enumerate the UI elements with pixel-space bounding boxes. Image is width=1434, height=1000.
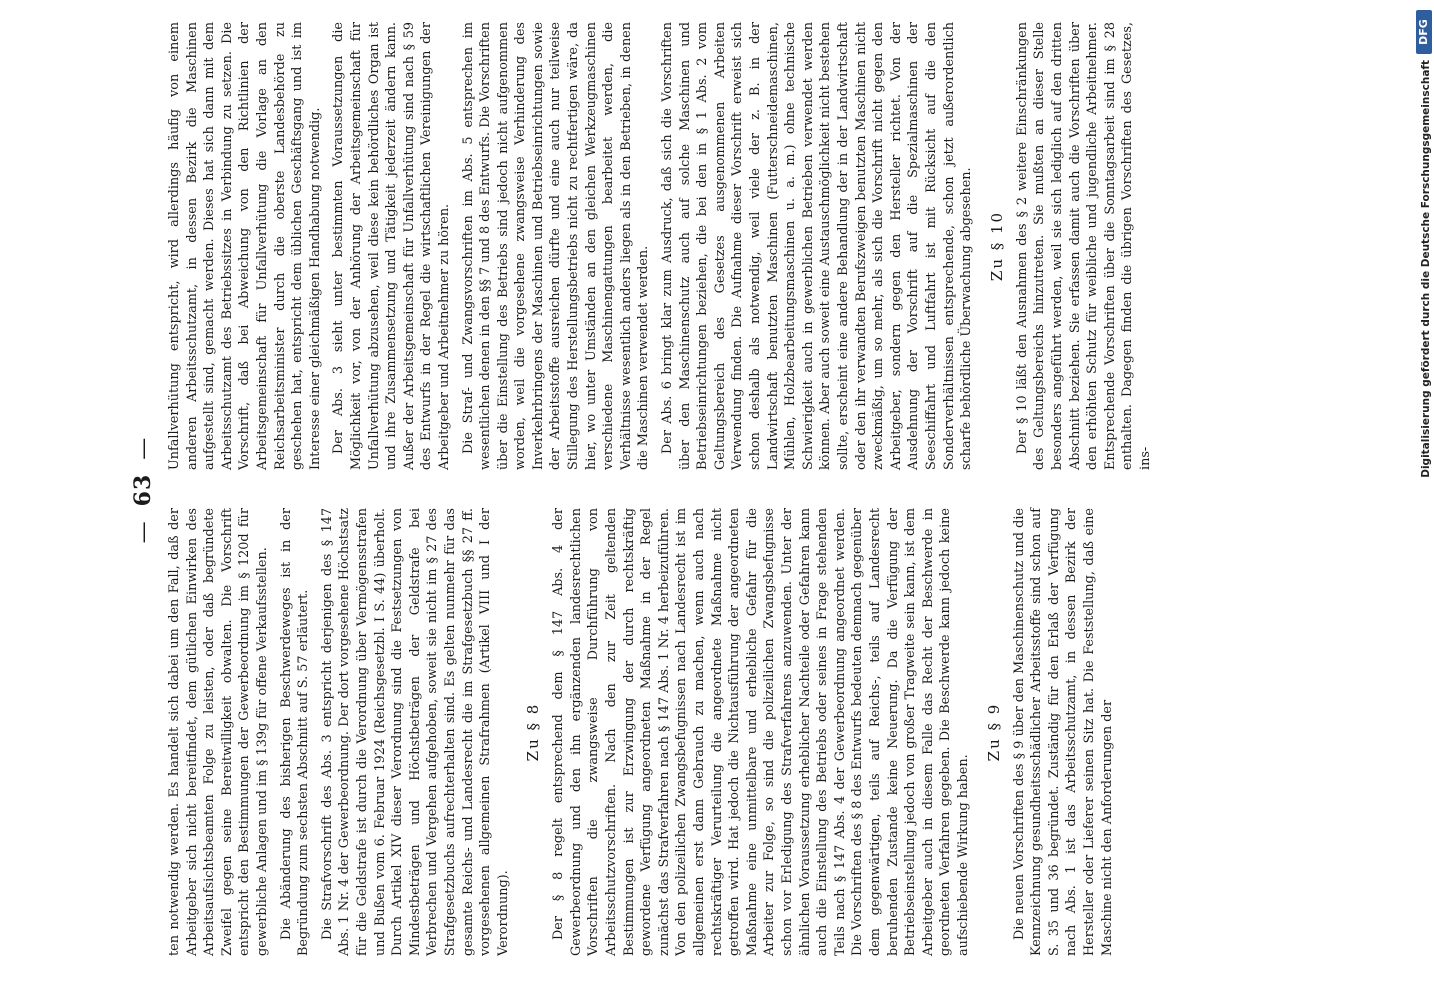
section-heading: Zu § 8 [524, 702, 543, 762]
section-heading: Zu § 9 [984, 702, 1003, 762]
section-heading: Zu § 10 [987, 210, 1006, 282]
page-number: 63 [130, 473, 156, 507]
page-number-line [130, 10, 156, 970]
rotated-page [122, 10, 1153, 970]
digitization-credit [1416, 4, 1434, 996]
paragraph: Der § 10 läßt den Ausnahmen des § 2 weitere Einschränkungen des Geltungsbereichs hinzutreten. Sie mußten an dieser Stelle besonders angeführt werden, weil sie sich lediglich auf den dritten Abschnitt beziehen. Sie erfassen damit auch die Vorschriften über den erhöhten Schutz für weibliche und jugendliche Arbeitnehmer. Entsprechende Vorschriften über die Sonntagsarbeit sind im § 28 enthalten. Dagegen finden die übrigen Vorschriften des Gesetzes, ins- [1014, 22, 1153, 470]
credit-text: Digitalisierung gefördert durch die Deutsche Forschungsgemeinschaft [1420, 60, 1432, 478]
paragraph: Der Abs. 3 sieht unter bestimmten Voraussetzungen die Möglichkeit vor, von der Anhörung der Arbeitsgemeinschaft für Unfallverhütung abzusehen, weil diese kein behördliches Organ ist und ihre Zusammensetzung und Tätigkeit jederzeit ändern kann. Außer der Arbeitsgemeinschaft für Unfallverhütung sind nach § 59 des Entwurfs in der Regel die wirtschaftlichen Vereinigungen der Arbeitgeber und Arbeitnehmer zu hören. [331, 22, 452, 470]
dfg-logo-text: DFG [1417, 19, 1430, 45]
paragraph: Die neuen Vorschriften des § 9 über den Maschinenschutz und die Kennzeichnung gesundheitsschädlicher Arbeitsstoffe sind schon auf S. 35 und 36 begründet. Zuständig für den Erlaß der Verfügung nach Abs. 1 ist das Arbeitsschutzamt, in dessen Bezirk der Hersteller oder Lieferer seinen Sitz hat. Die Feststellung, daß eine Maschine nicht den Anforderungen der [1011, 508, 1115, 956]
paragraph: Die Strafvorschrift des Abs. 3 entspricht derjenigen des § 147 Abs. 1 Nr. 4 der Gewerbeordnung. Der dort vorgesehene Höchstsatz für die Geldstrafe ist durch die Verordnung über Vermögensstrafen und Bußen vom 6. Februar 1924 (Reichsgesetzbl. I S. 44) überholt. Durch Artikel XIV dieser Verordnung sind die Festsetzungen von Mindestbeträgen und Höchstbeträgen der Geldstrafe bei Verbrechen und Vergehen aufgehoben, soweit sie nicht im § 27 des Strafgesetzbuchs aufrechterhalten sind. Es gelten nunmehr für das gesamte Reichs- und Landesrecht die im Strafgesetzbuch §§ 27 ff. vorgesehenen allgemeinen Strafrahmen (Artikel VIII und I der Verordnung). [319, 508, 511, 956]
paragraph: Die Abänderung des bisherigen Beschwerdeweges ist in der Begründung zum sechsten Abschnitt auf S. 57 erläutert. [278, 508, 312, 956]
column-right [166, 22, 1160, 470]
paragraph: Der Abs. 6 bringt klar zum Ausdruck, daß sich die Vorschriften über den Maschinenschutz auch auf solche Maschinen und Betriebseinrichtungen beziehen, die bei den in § 1 Abs. 2 vom Geltungsbereich des Gesetzes ausgenommenen Arbeiten Verwendung finden. Die Aufnahme dieser Vorschrift erweist sich schon deshalb als notwendig, weil viele der z. B. in der Landwirtschaft benutzten Maschinen (Futterschneidemaschinen, Mühlen, Holzbearbeitungsmaschinen u. a. m.) ohne technische Schwierigkeit auch in gewerblichen Betrieben verwendet werden können. Aber auch soweit eine Austauschmöglichkeit nicht bestehen sollte, erscheint eine andere Behandlung der in der Landwirtschaft oder den ihr verwandten Berufszweigen benutzten Maschinen nicht zweckmäßig, um so mehr, als sich die Vorschrift nicht gegen den Arbeitgeber, sondern gegen den Hersteller richtet. Von der Ausdehnung der Vorschrift auf die Spezialmaschinen der Seeschiffahrt und Luftfahrt ist mit Rücksicht auf die den Sonderverhältnissen entsprechende, schon jetzt außerordentlich scharfe behördliche Überwachung abgesehen. [660, 22, 975, 470]
paragraph: Die Straf- und Zwangsvorschriften im Abs. 5 entsprechen im wesentlichen denen in den §§ 7 und 8 des Entwurfs. Die Vorschriften über die Einstellung des Betriebs sind jedoch nicht aufgenommen worden, weil die vorgesehene zwangsweise Verhinderung des Inverkehrbringens der Maschinen und Betriebseinrichtungen sowie der Arbeitsstoffe ausreichen dürfte und eine auch nur teilweise Stillegung des Herstellungsbetriebs nicht zu rechtfertigen wäre, da hier, wo unter Umständen an den gleichen Werkzeugmaschinen verschiedene Maschinengattungen bearbeitet werden, die Verhältnisse wesentlich anders liegen als in den Betrieben, in denen die Maschinen verwendet werden. [460, 22, 652, 470]
column-left [166, 508, 1122, 956]
paragraph: Unfallverhütung entspricht, wird allerdings häufig von einem anderen Arbeitsschutzamt, in dessen Bezirk die Maschinen aufgestellt sind, gemacht werden. Dieses hat sich dann mit dem Arbeitsschutzamt des Betriebssitzes in Verbindung zu setzen. Die Vorschrift, daß bei Abweichung von den Richtlinien der Arbeitsgemeinschaft für Unfallverhütung die Vorlage an den Reichsarbeitsminister durch die oberste Landesbehörde zu geschehen hat, entspricht dem üblichen Geschäftsgang und ist im Interesse einer gleichmäßigen Handhabung notwendig. [167, 22, 323, 470]
dash-left: — [131, 520, 156, 544]
dash-right: — [131, 436, 156, 460]
paragraph: ten notwendig werden. Es handelt sich dabei um den Fall, daß der Arbeitgeber sich nicht bereitfindet, dem gütlichen Einwirken des Arbeitsaufsichtsbeamten Folge zu leisten, oder daß begründete Zweifel gegen seine Bereitwilligkeit obwalten. Die Vorschrift entspricht den Bestimmungen der Gewerbeordnung im § 120d für gewerbliche Anlagen und im § 139g für offene Verkaufsstellen. [167, 508, 270, 956]
paragraph: Der § 8 regelt entsprechend dem § 147 Abs. 4 der Gewerbeordnung und den ihn ergänzenden landesrechtlichen Vorschriften die zwangsweise Durchführung von Arbeitsschutzvorschriften. Nach den zur Zeit geltenden Bestimmungen ist zur Erzwingung der durch rechtskräftig gewordene Verfügung angeordneten Maßnahme in der Regel zunächst das Strafverfahren nach § 147 Abs. 1 Nr. 4 herbeizuführen. Von den polizeilichen Zwangsbefugnissen nach Landesrecht ist im allgemeinen erst dann Gebrauch zu machen, wenn auch nach rechtskräftiger Verurteilung die angeordnete Maßnahme nicht getroffen wird. Hat jedoch die Nichtausführung der angeordneten Maßnahme eine unmittelbare und erhebliche Gefahr für die Arbeiter zur Folge, so sind die polizeilichen Zwangsbefugnisse schon vor Erledigung des Strafverfahrens anzuwenden. Unter der ähnlichen Voraussetzung erheblicher Nachteile oder Gefahren kann auch die Einstellung des Betriebs oder seines in Frage stehenden Teils nach § 147 Abs. 4 der Gewerbeordnung angeordnet werden. Die Vorschriften des § 8 des Entwurfs bedeuten demnach gegenüber dem gegenwärtigen, teils auf Reichs-, teils auf Landesrecht beruhenden Zustande keine Neuerung. Da die Verfügung der Betriebseinstellung jedoch von großer Tragweite sein kann, ist dem Arbeitgeber auch in diesem Falle das Recht der Beschwerde in geordneten Verfahren gegeben. Die Beschwerde kann jedoch keine aufschiebende Wirkung haben. [551, 508, 971, 956]
